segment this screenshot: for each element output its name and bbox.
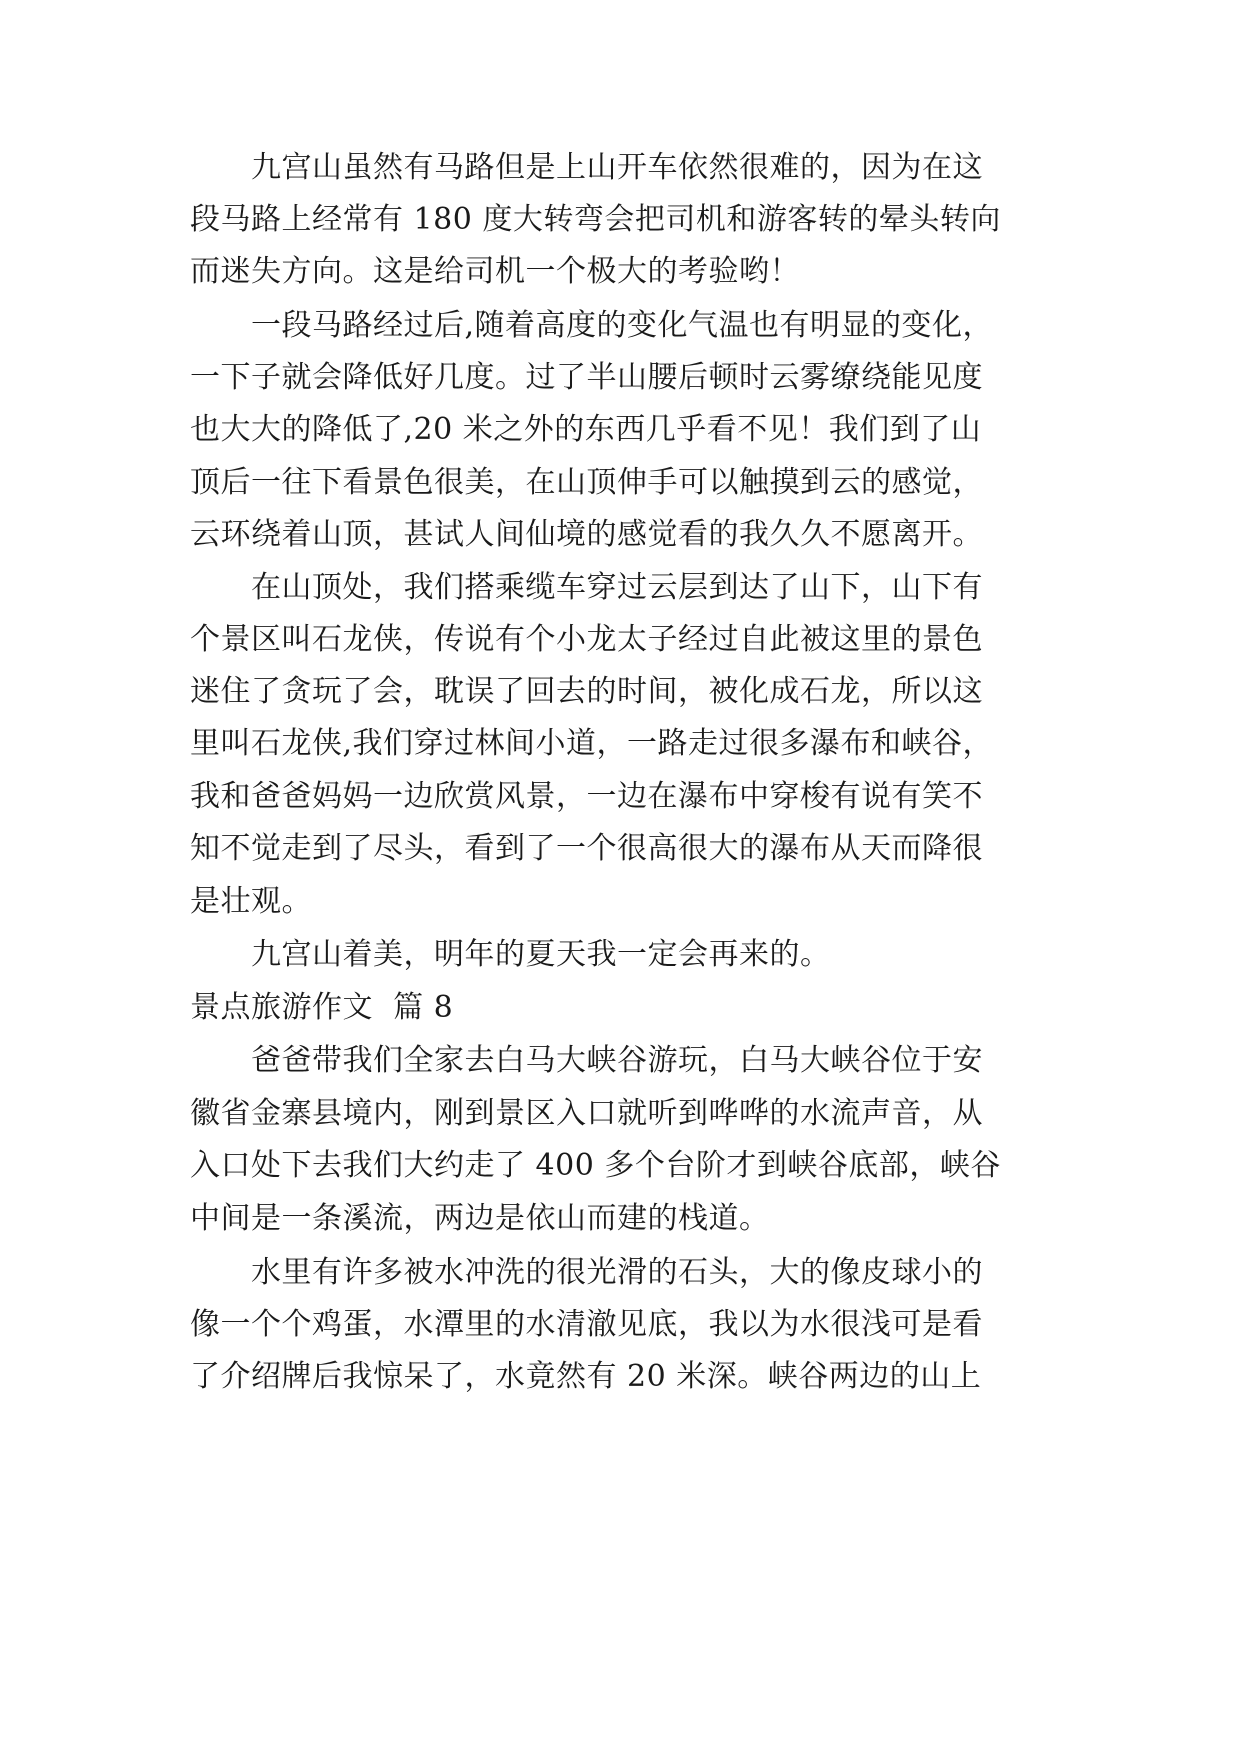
text-line: 中间是一条溪流，两边是依山而建的栈道。 [190,1201,770,1236]
text-line: 段马路上经常有 180 度大转弯会把司机和游客转的晕头转向 [190,202,1001,237]
text-line: 一段马路经过后,随着高度的变化气温也有明显的变化， [190,308,994,343]
text-line: 知不觉走到了尽头，看到了一个很高很大的瀑布从天而降很 [190,831,983,866]
text-line: 入口处下去我们大约走了 400 多个台阶才到峡谷底部，峡谷 [190,1148,1001,1183]
text-line: 里叫石龙侠,我们穿过林间小道，一路走过很多瀑布和峡谷， [190,726,994,761]
text-line: 是壮观。 [190,884,312,919]
section-heading: 景点旅游作文 篇 8 [190,990,454,1025]
text-line: 徽省金寨县境内，刚到景区入口就听到哗哗的水流声音，从 [190,1096,983,1131]
text-line: 一下子就会降低好几度。过了半山腰后顿时云雾缭绕能见度 [190,360,983,395]
text-line: 迷住了贪玩了会，耽误了回去的时间，被化成石龙，所以这 [190,674,983,709]
text-line: 爸爸带我们全家去白马大峡谷游玩，白马大峡谷位于安 [190,1043,983,1078]
text-line: 九宫山着美，明年的夏天我一定会再来的。 [190,937,831,972]
text-line: 我和爸爸妈妈一边欣赏风景，一边在瀑布中穿梭有说有笑不 [190,779,983,814]
text-line: 云环绕着山顶，甚试人间仙境的感觉看的我久久不愿离开。 [190,517,983,552]
text-line: 而迷失方向。这是给司机一个极大的考验哟！ [190,254,800,289]
text-line: 顶后一往下看景色很美，在山顶伸手可以触摸到云的感觉， [190,465,983,500]
text-line: 水里有许多被水冲洗的很光滑的石头，大的像皮球小的 [190,1255,983,1290]
text-line: 了介绍牌后我惊呆了，水竟然有 20 米深。峡谷两边的山上 [190,1359,982,1394]
text-line: 也大大的降低了,20 米之外的东西几乎看不见！我们到了山 [190,412,982,447]
text-line: 在山顶处，我们搭乘缆车穿过云层到达了山下，山下有 [190,570,983,605]
text-line: 九宫山虽然有马路但是上山开车依然很难的，因为在这 [190,150,983,185]
text-line: 个景区叫石龙侠，传说有个小龙太子经过自此被这里的景色 [190,622,983,657]
text-line: 像一个个鸡蛋，水潭里的水清澈见底，我以为水很浅可是看 [190,1307,983,1342]
